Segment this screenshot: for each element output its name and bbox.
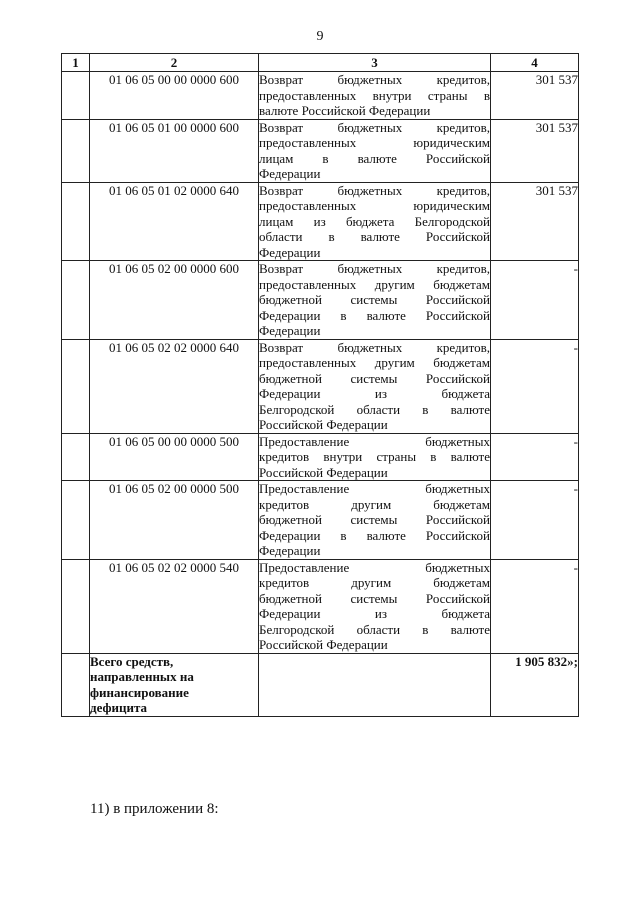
- total-amount: 1 905 832»;: [491, 653, 579, 716]
- row-index-cell: [62, 559, 90, 653]
- amount: 301 537: [491, 119, 579, 182]
- total-row: [62, 653, 579, 716]
- table-row: [62, 182, 579, 261]
- total-name-cell: [259, 653, 491, 716]
- row-index-cell: [62, 72, 90, 120]
- row-index-cell: [62, 433, 90, 481]
- table-header-row: [62, 54, 579, 72]
- amount: 301 537: [491, 182, 579, 261]
- budget-code: 01 06 05 02 02 0000 540: [90, 559, 259, 653]
- amount: -: [491, 339, 579, 433]
- page-number: 9: [316, 29, 324, 44]
- budget-item-name: Возврат бюджетных кредитов, предоставленных внутри страны в валюте Российской Федерации: [259, 72, 490, 118]
- table-row: [62, 261, 579, 340]
- row-index-cell: [62, 339, 90, 433]
- column-header: 4: [491, 54, 579, 72]
- column-header: 2: [90, 54, 259, 72]
- row-index-cell: [62, 119, 90, 182]
- budget-code: 01 06 05 01 00 0000 600: [90, 119, 259, 182]
- table-row: [62, 72, 579, 120]
- budget-code: 01 06 05 01 02 0000 640: [90, 182, 259, 261]
- amount: -: [491, 433, 579, 481]
- budget-code: 01 06 05 02 00 0000 600: [90, 261, 259, 340]
- budget-item-name: Предоставление бюджетных кредитов другим бюджетам бюджетной системы Российской Федерации в валюте Российской Федерации: [259, 481, 490, 558]
- budget-table: [61, 53, 579, 717]
- row-index-cell: [62, 261, 90, 340]
- row-index-cell: [62, 182, 90, 261]
- budget-code: 01 06 05 02 02 0000 640: [90, 339, 259, 433]
- row-index-cell: [62, 481, 90, 560]
- column-header: 1: [62, 54, 90, 72]
- table-row: [62, 339, 579, 433]
- budget-code: 01 06 05 00 00 0000 600: [90, 72, 259, 120]
- amount: -: [491, 261, 579, 340]
- appendix-note: 11) в приложении 8:: [90, 801, 219, 817]
- total-index-cell: [62, 653, 90, 716]
- budget-item-name: Возврат бюджетных кредитов, предоставленных юридическим лицам в валюте Российской Федерации: [259, 119, 490, 181]
- budget-code: 01 06 05 02 00 0000 500: [90, 481, 259, 560]
- budget-item-name: Возврат бюджетных кредитов, предоставленных юридическим лицам из бюджета Белгородской области в валюте Российской Федерации: [259, 182, 490, 260]
- budget-item-name: Возврат бюджетных кредитов, предоставленных другим бюджетам бюджетной системы Российской Федерации в валюте Российской Федерации: [259, 261, 490, 338]
- table-row: [62, 481, 579, 560]
- table-row: [62, 433, 579, 481]
- budget-item-name: Возврат бюджетных кредитов, предоставленных другим бюджетам бюджетной системы Российской Федерации из бюджета Белгородской области в валюте Российской Федерации: [259, 339, 490, 432]
- budget-item-name: Предоставление бюджетных кредитов другим бюджетам бюджетной системы Российской Федерации из бюджета Белгородской области в валюте Российской Федерации: [259, 559, 490, 652]
- budget-code: 01 06 05 00 00 0000 500: [90, 433, 259, 481]
- table-row: [62, 559, 579, 653]
- budget-item-name: Предоставление бюджетных кредитов внутри страны в валюте Российской Федерации: [259, 433, 490, 480]
- column-header: 3: [259, 54, 491, 72]
- amount: -: [491, 559, 579, 653]
- amount: -: [491, 481, 579, 560]
- amount: 301 537: [491, 72, 579, 120]
- table-row: [62, 119, 579, 182]
- total-label: Всего средств, направленных на финансирование дефицита: [90, 653, 259, 716]
